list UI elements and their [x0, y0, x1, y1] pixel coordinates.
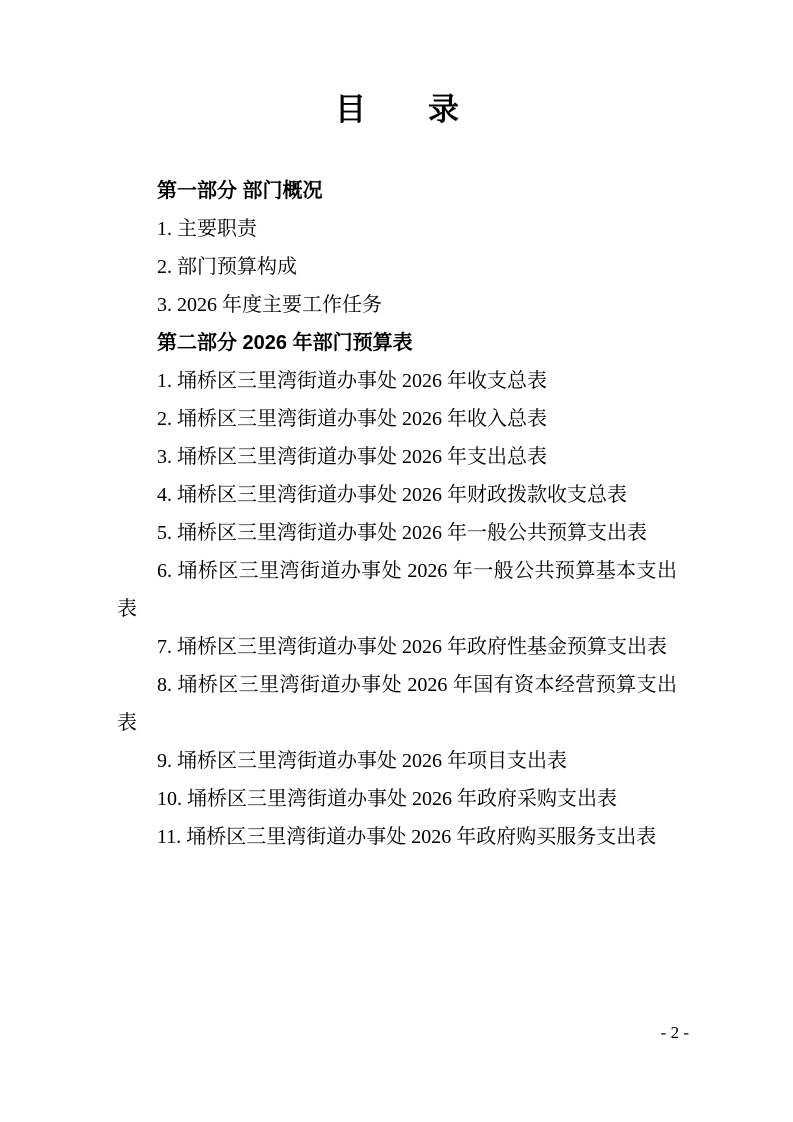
- toc-item: 3. 埇桥区三里湾街道办事处 2026 年支出总表: [157, 446, 547, 468]
- toc-section-part1: [117, 172, 677, 324]
- toc-item: 1. 主要职责: [157, 218, 257, 240]
- toc-item: 5. 埇桥区三里湾街道办事处 2026 年一般公共预算支出表: [157, 522, 647, 544]
- toc-content: [117, 88, 677, 856]
- toc-item: 7. 埇桥区三里湾街道办事处 2026 年政府性基金预算支出表: [157, 636, 667, 658]
- toc-section-heading: 第二部分 2026 年部门预算表: [157, 332, 413, 354]
- toc-item: 9. 埇桥区三里湾街道办事处 2026 年项目支出表: [157, 750, 567, 772]
- toc-section-part2: [117, 324, 677, 856]
- toc-item: 10. 埇桥区三里湾街道办事处 2026 年政府采购支出表: [157, 788, 617, 810]
- toc-item: 6. 埇桥区三里湾街道办事处 2026 年一般公共预算基本支出表: [117, 560, 677, 620]
- toc-item: 2. 埇桥区三里湾街道办事处 2026 年收入总表: [157, 408, 547, 430]
- toc-section-heading: 第一部分 部门概况: [157, 180, 323, 202]
- page-number: - 2 -: [660, 1023, 689, 1042]
- toc-item: 11. 埇桥区三里湾街道办事处 2026 年政府购买服务支出表: [157, 826, 657, 848]
- toc-item: 8. 埇桥区三里湾街道办事处 2026 年国有资本经营预算支出表: [117, 674, 677, 734]
- toc-item: 4. 埇桥区三里湾街道办事处 2026 年财政拨款收支总表: [157, 484, 627, 506]
- toc-item: 1. 埇桥区三里湾街道办事处 2026 年收支总表: [157, 370, 547, 392]
- page-title: 目 录: [335, 92, 459, 127]
- table-of-contents: [117, 172, 677, 856]
- toc-item: 3. 2026 年度主要工作任务: [157, 294, 382, 316]
- toc-item: 2. 部门预算构成: [157, 256, 297, 278]
